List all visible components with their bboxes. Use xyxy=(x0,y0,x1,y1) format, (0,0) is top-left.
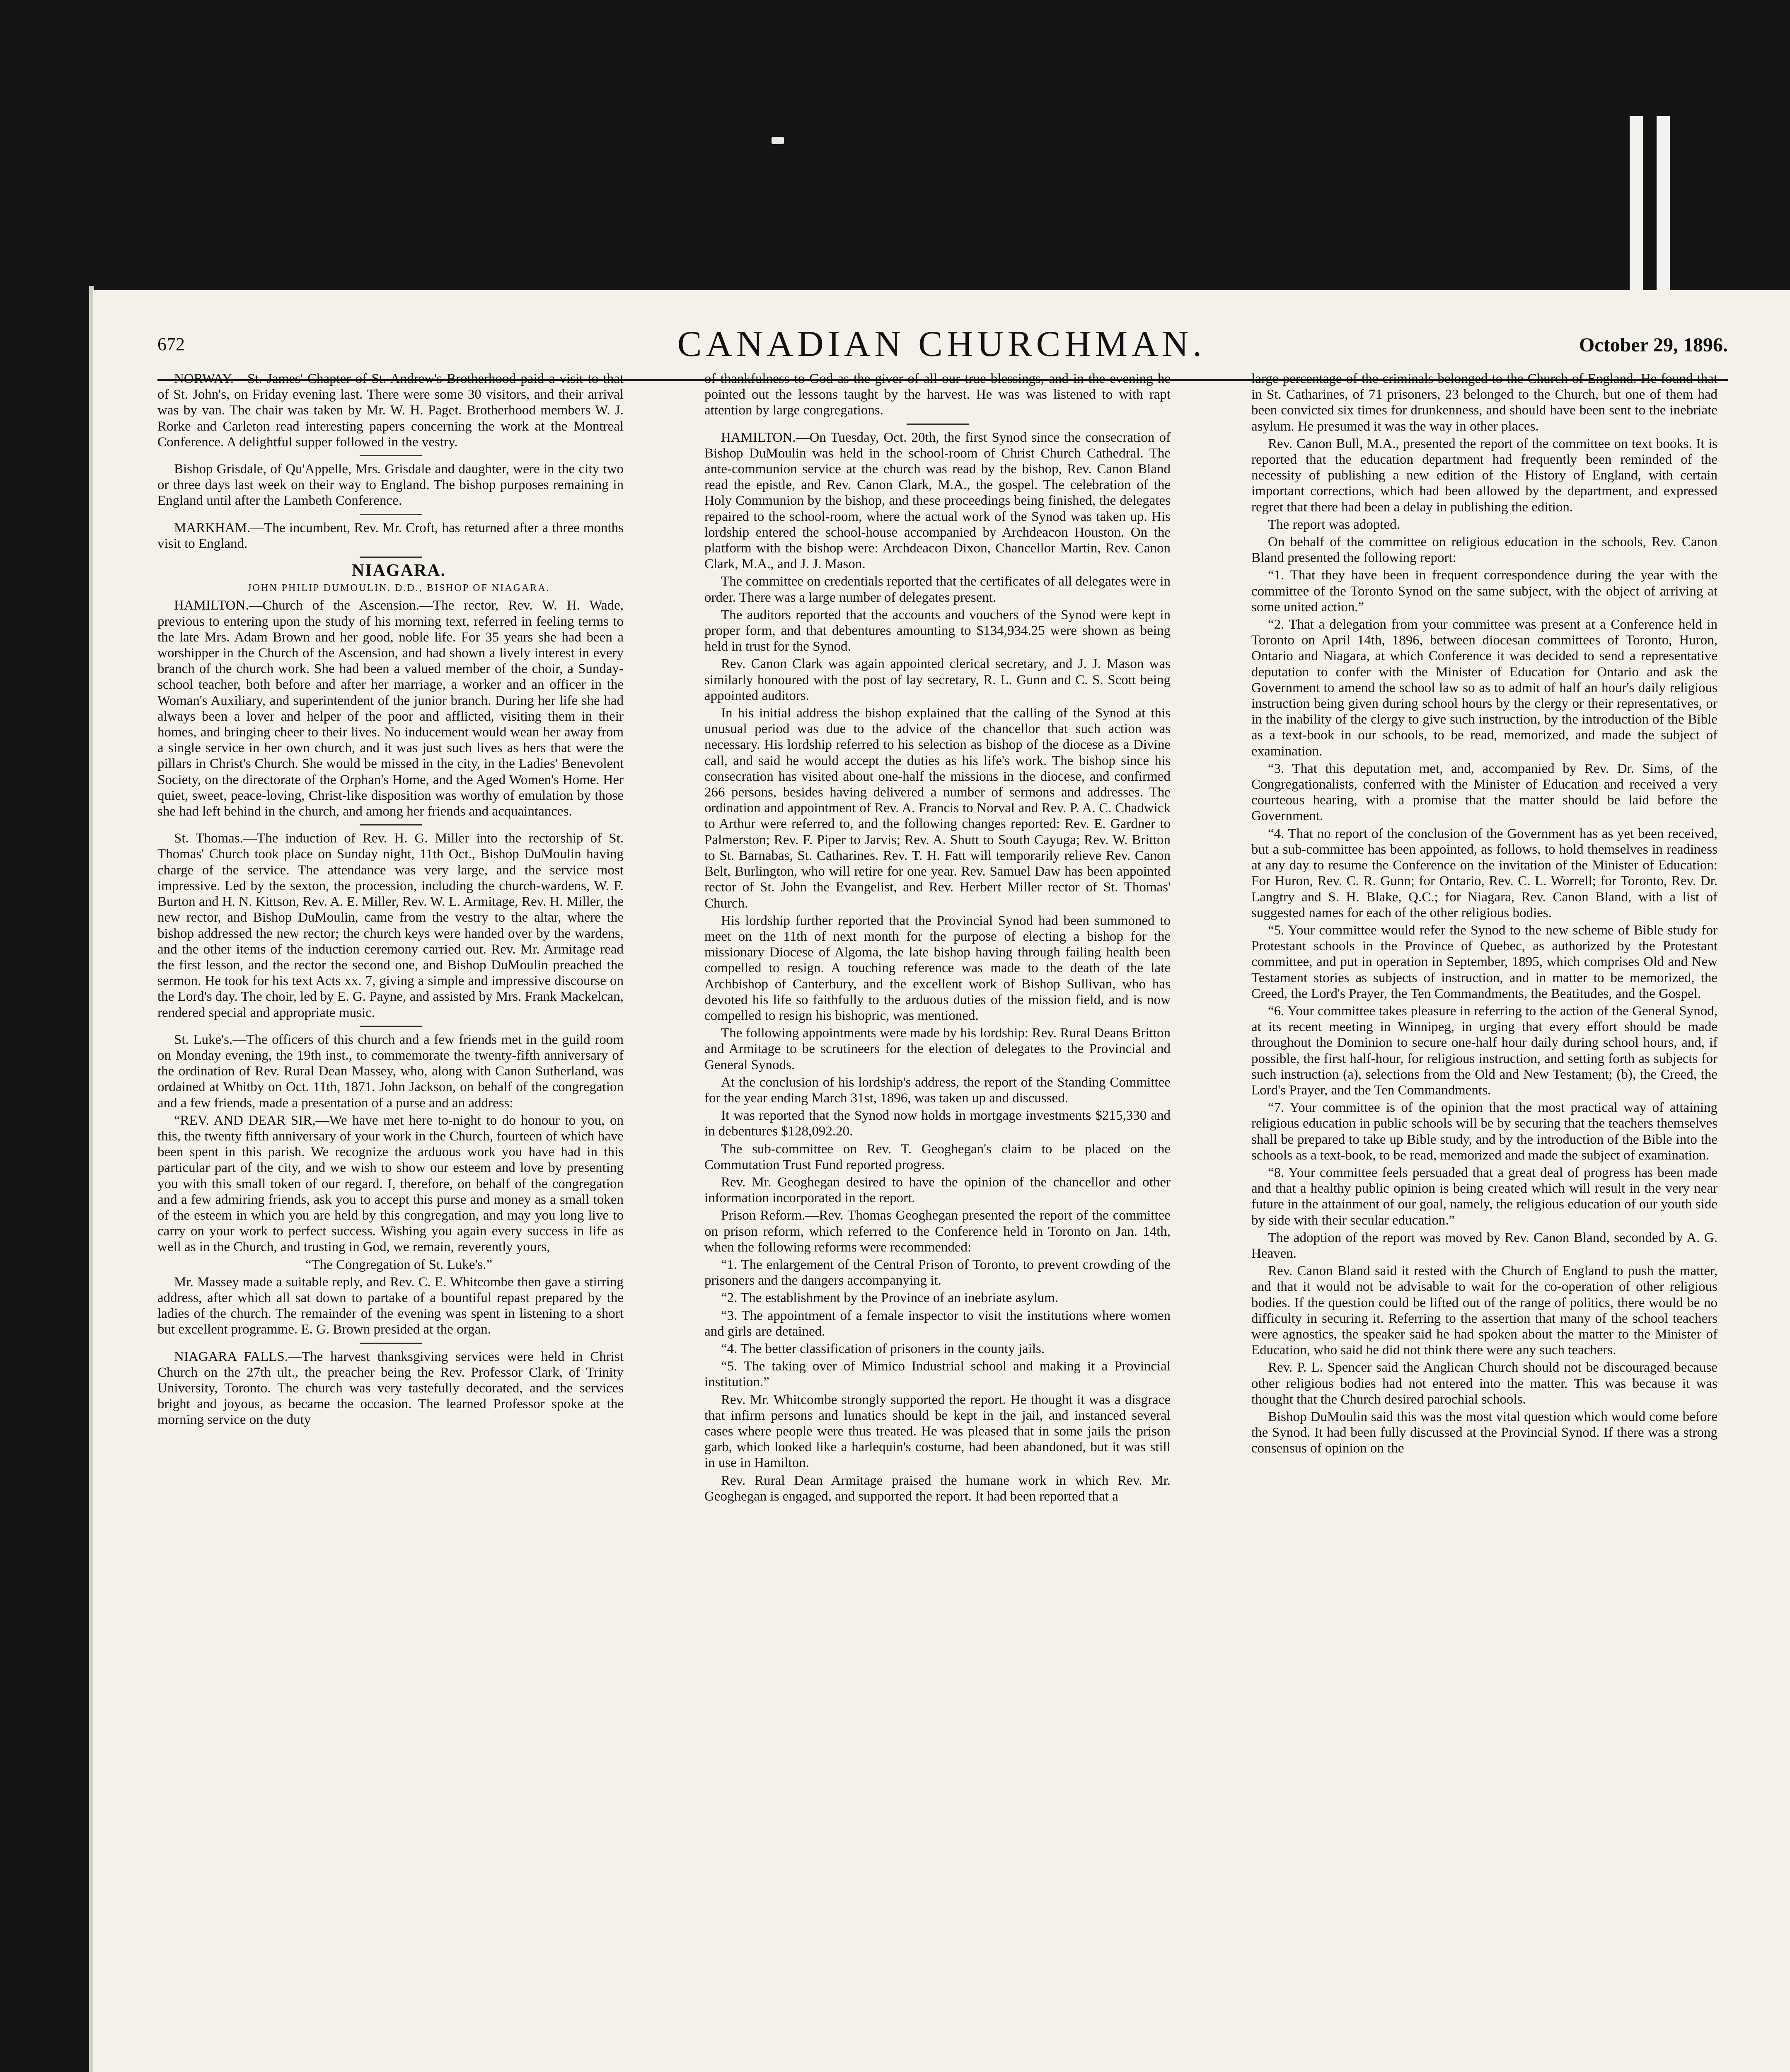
article-st-lukes: St. Luke's.—The officers of this church and a few friends met in the guild room on Monday evening, the 19th inst., to commemorate the twenty-fifth anniversary of the ordination of Rev. Rural Dean Massey, who, along with Canon Sutherland, was ordained at Whitby on Oct. 11th, 1871. John Jackson, on behalf of the congregation and a few friends, made a presentation of a purse and an address: xyxy=(157,1032,624,1111)
paragraph: of thankfulness to God as the giver of all our true blessings, and in the evening he pointed out the lessons taught by the harvest. He was was listened to with rapt attention by large congregations. xyxy=(704,371,1171,418)
paragraph-prison-reform: Prison Reform.—Rev. Thomas Geoghegan presented the report of the committee on prison reform, which referred to the Conference held in Toronto on Jan. 14th, when the following reforms were recommended: xyxy=(704,1208,1171,1255)
article-norway: NORWAY.—St. James' Chapter of St. Andrew's Brotherhood paid a visit to that of St. John's, on Friday evening last. There were some 30 visitors, and their arrival was by van. The chair was taken by Mr. W. H. Paget. Brotherhood members W. J. Rorke and Carleton read interesting papers concerning the work at the Montreal Conference. A delightful supper followed in the vestry. xyxy=(157,371,624,450)
paragraph: Rev. Canon Clark was again appointed clerical secretary, and J. J. Mason was similarly honoured with the post of lay secretary, R. L. Gunn and C. S. Scott being appointed auditors. xyxy=(704,656,1171,703)
report-item: “4. That no report of the conclusion of the Government has as yet been received, but a sub-committee has been appointed, as follows, to hold themselves in readiness at any day to resume the Conference on the invitation of the Minister of Education: For Huron, Rev. C. R. Gunn; for Ontario, Rev. C. L. Worrell; for Toronto, Rev. Dr. Langtry and S. H. Blake, Q.C.; for Niagara, Rev. Canon Bland, with a list of suggested names for each of the other religious bodies. xyxy=(1251,826,1717,920)
report-item: “3. That this deputation met, and, accompanied by Rev. Dr. Sims, of the Congregationalists, conferred with the Minister of Education and received a very courteous hearing, with a promise that the matter should be laid before the Government. xyxy=(1251,761,1717,824)
reform-item: “3. The appointment of a female inspector to visit the institutions where women and girls are detained. xyxy=(704,1308,1171,1339)
paragraph: Rev. Mr. Whitcombe strongly supported the report. He thought it was a disgrace that infirm persons and lunatics should be kept in the jail, and instanced several cases where people were thus treated. He was pleased that in some jails the prison garb, which looked like a harlequin's costume, had been abandoned, but it was still in use in Hamilton. xyxy=(704,1392,1171,1471)
reform-item: “5. The taking over of Mimico Industrial school and making it a Provincial institution.” xyxy=(704,1359,1171,1390)
paragraph: The committee on credentials reported that the certificates of all delegates were in order. There was a large number of delegates present. xyxy=(704,574,1171,605)
report-item: “5. Your committee would refer the Synod to the new scheme of Bible study for Protestant schools in the Province of Quebec, as authorized by the Protestant committee, and put in operation in September, 1895, which comprises Old and New Testament stories as subjects of instruction, and in matter to be memorized, the Creed, the Lord's Prayer, the Ten Commandments, the Beatitudes, and the Gospel. xyxy=(1251,922,1717,1001)
paragraph: Rev. P. L. Spencer said the Anglican Church should not be discouraged because other religious bodies had not entered into the matter. This was because it was thought that the Church desired parochial schools. xyxy=(1251,1360,1717,1407)
separator xyxy=(360,514,422,515)
column-3 xyxy=(1251,371,1717,2072)
reform-item: “4. The better classification of prisoners in the county jails. xyxy=(721,1341,1045,1356)
paragraph: Rev. Canon Bull, M.A., presented the report of the committee on text books. It is reported that the education department had frequently been reminded of the necessity of publishing a new edition of the History of England, with certain important corrections, which had been allowed by the department, and expressed regret that there had been a delay in publishing the edition. xyxy=(1251,436,1717,515)
paragraph: The adoption of the report was moved by Rev. Canon Bland, seconded by A. G. Heaven. xyxy=(1251,1230,1717,1261)
separator xyxy=(360,455,422,456)
paragraph: The following appointments were made by his lordship: Rev. Rural Deans Britton and Armitage to be scrutineers for the election of delegates to the Provincial and General Synods. xyxy=(704,1026,1171,1072)
paragraph: The sub-committee on Rev. T. Geoghegan's claim to be placed on the Commutation Trust Fund reported progress. xyxy=(704,1141,1171,1172)
article-hamilton-ascension: HAMILTON.—Church of the Ascension.—The rector, Rev. W. H. Wade, previous to entering upon the study of his morning text, referred in feeling terms to the late Mrs. Adam Brown and her good, noble life. For 35 years she had been a worshipper in the Church of the Ascension, and had shown a lively interest in every branch of the church work. She had been a valued member of the choir, a Sunday-school teacher, both before and after her marriage, a worker and an officer in the Woman's Auxiliary, and superintendent of the junior branch. During her life she had always been a lover and helper of the poor and afflicted, visiting them in their homes, and bringing cheer to their lives. No inducement would wean her away from a single service in her own church, and it was just such lives as hers that were the pillars in Christ's Church. She would be missed in the city, in the Ladies' Benevolent Society, on the directorate of the Orphan's Home, and the Aged Women's Home. Her quiet, sweet, peace-loving, Christ-like disposition was worthy of emulation by those she had left behind in the church, and among her friends and acquaintances. xyxy=(157,598,624,819)
article-markham: MARKHAM.—The incumbent, Rev. Mr. Croft, has returned after a three months visit to England. xyxy=(157,520,624,551)
page-header xyxy=(93,323,1790,373)
separator xyxy=(360,1026,422,1027)
paragraph: Rev. Canon Bland said it rested with the Church of England to push the matter, and that it would not be advisable to wait for the co-operation of other religious bodies. If the question could be lifted out of the range of politics, there would be no difficulty in securing it. Referring to the assertion that many of the school teachers were agnostics, the speaker said he had spoken about the matter to the Minister of Education, who said he did not think there were any such teachers. xyxy=(1251,1264,1717,1358)
paragraph: Rev. Mr. Geoghegan desired to have the opinion of the chancellor and other information incorporated in the report. xyxy=(704,1174,1171,1206)
separator xyxy=(360,824,422,825)
report-item: “6. Your committee takes pleasure in referring to the action of the General Synod, at its recent meeting in Winnipeg, in urging that every effort should be made throughout the Dominion to secure one-half hour daily during school hours, and, if possible, the first half-hour, for religious instruction, and setting forth as subjects for such instruction (a), selections from the Old and New Testament; (b), the Creed, the Lord's Prayer, and the Ten Commandments. xyxy=(1251,1003,1717,1098)
section-subtitle-bishop: JOHN PHILIP DUMOULIN, D.D., BISHOP OF NIAGARA. xyxy=(247,583,550,594)
article-grisdale: Bishop Grisdale, of Qu'Appelle, Mrs. Grisdale and daughter, were in the city two or three days last week on their way to England. The bishop purposes remaining in England until after the Lambeth Conference. xyxy=(157,462,624,508)
paragraph: At the conclusion of his lordship's address, the report of the Standing Committee for the year ending March 31st, 1896, was taken up and discussed. xyxy=(704,1075,1171,1106)
reform-item: “2. The establishment by the Province of an inebriate asylum. xyxy=(721,1290,1059,1306)
masthead: CANADIAN CHURCHMAN. xyxy=(677,324,1206,364)
issue-date: October 29, 1896. xyxy=(1579,334,1728,356)
paragraph: large percentage of the criminals belonged to the Church of England. He found that in St. Catharines, of 71 prisoners, 23 belonged to the Church, but one of them had been convicted six times for drunkenness, and should have been sent to the inebriate asylum. He presumed it was the way in other places. xyxy=(1251,371,1717,434)
separator xyxy=(907,424,969,425)
report-item: “1. That they have been in frequent correspondence during the year with the committee of the Toronto Synod on the same subject, with the object of arriving at some united action.” xyxy=(1251,568,1717,615)
newspaper-page xyxy=(93,290,1790,2072)
address-text: “REV. AND DEAR SIR,—We have met here to-night to do honour to you, on this, the twenty fifth anniversary of your work in the Church, fourteen of which have been spent in this parish. We recognize the arduous work you have had in this particular part of the city, and we wish to show our esteem and love by presenting you with this small token of our regard. I, therefore, on behalf of the congregation and a few admiring friends, ask you to accept this purse and money as a small token of the esteem in which you are held by this congregation, and may you long live to carry on your work to perfect success. Wishing you again every success in life as well as in the Church, and trusting in God, we remain, reverently yours, xyxy=(157,1113,624,1255)
column-2 xyxy=(704,371,1171,2072)
reform-item: “1. The enlargement of the Central Prison of Toronto, to prevent crowding of the prisoners and the dangers accompanying it. xyxy=(704,1257,1171,1288)
report-item: “2. That a delegation from your committee was present at a Conference held in Toronto on April 14th, 1896, between diocesan committees of Toronto, Huron, Ontario and Niagara, at which Conference it was decided to send a representative deputation to confer with the Minister of Education for Ontario and ask the Government to amend the school law so as to admit of half an hour's daily religious instruction being given during school hours by the clergy or their representatives, or in the inability of the clergy to give such instruction, by the introduction of the Bible as a text-book in our schools, to be read, memorized, and made the subject of examination. xyxy=(1251,617,1717,759)
column-1 xyxy=(157,371,624,2072)
paragraph: Bishop DuMoulin said this was the most vital question which would come before the Synod. It had been fully discussed at the Provincial Synod. If there was a strong consensus of opinion on the xyxy=(1251,1409,1717,1456)
address-signature: “The Congregation of St. Luke's.” xyxy=(305,1257,493,1272)
paragraph: In his initial address the bishop explained that the calling of the Synod at this unusual period was due to the advice of the chancellor that such action was necessary. His lordship referred to his selection as bishop of the diocese as a Divine call, and said he would accept the duties as his life's work. The bishop since his consecration has visited about one-half the missions in the diocese, and confirmed 266 persons, besides having delivered a number of sermons and addresses. The ordination and appointment of Rev. A. Francis to Norval and Rev. P. A. C. Chadwick to Arthur were referred to, and the following changes reported: Rev. E. Gardner to Palmerston; Rev. F. Piper to Jarvis; Rev. A. Shutt to South Cayuga; Rev. W. Britton to St. Barnabas, St. Catharines. Rev. T. H. Fatt will temporarily relieve Rev. Canon Belt, Burlington, who will retire for one year. Rev. Samuel Daw has been appointed rector of St. John the Evangelist, and Rev. Herbert Miller rector of St. Thomas' Church. xyxy=(704,706,1171,911)
article-st-thomas: St. Thomas.—The induction of Rev. H. G. Miller into the rectorship of St. Thomas' Church took place on Sunday night, 11th Oct., Bishop DuMoulin having charge of the service. The attendance was very large, and the service most impressive. Led by the sexton, the procession, including the church-wardens, W. F. Burton and H. N. Kittson, Rev. A. E. Miller, Rev. W. L. Armitage, Rev. H. Miller, the new rector, and Bishop DuMoulin, came from the vestry to the altar, where the bishop addressed the new rector; the church keys were handed over by the wardens, and the other items of the induction ceremony carried out. Rev. Mr. Armitage read the first lesson, and the rector the second one, and Bishop DuMoulin preached the sermon. He took for his text Acts xx. 7, giving a simple and impressive discourse on the Lord's day. The choir, led by E. G. Payne, and assisted by Mrs. Frank Mackelcan, rendered special and appropriate music. xyxy=(157,831,624,1020)
scan-artifact xyxy=(772,137,784,144)
report-item: “7. Your committee is of the opinion that the most practical way of attaining religious education in public schools will be by securing that the teachers themselves shall be prepared to take up Bible study, and by the introduction of the Bible into the schools as a text-book, to be read, memorized and made the subject of examination. xyxy=(1251,1100,1717,1163)
section-title-niagara: NIAGARA. xyxy=(351,561,446,581)
article-niagara-falls: NIAGARA FALLS.—The harvest thanksgiving services were held in Christ Church on the 27th ult., the preacher being the Rev. Professor Clark, of Trinity University, Toronto. The church was very tastefully decorated, and the services bright and joyous, as became the occasion. The learned Professor spoke at the morning service on the duty xyxy=(157,1349,624,1428)
paragraph: It was reported that the Synod now holds in mortgage investments $215,330 and in debentures $128,092.20. xyxy=(704,1108,1171,1139)
paragraph: The auditors reported that the accounts and vouchers of the Synod were kept in proper form, and that debentures amounting to $134,934.25 were shown as being held in trust for the Synod. xyxy=(704,607,1171,654)
separator xyxy=(360,1343,422,1344)
report-item: “8. Your committee feels persuaded that a great deal of progress has been made and that a healthy public opinion is being created which will result in the very near future in the attainment of our goal, namely, the religious education of our youth side by side with their secular education.” xyxy=(1251,1165,1717,1228)
paragraph: Rev. Rural Dean Armitage praised the humane work in which Rev. Mr. Geoghegan is engaged, and supported the report. It had been reported that a xyxy=(704,1473,1171,1504)
page-number: 672 xyxy=(157,334,185,354)
article-hamilton-synod: HAMILTON.—On Tuesday, Oct. 20th, the first Synod since the consecration of Bishop DuMoulin was held in the school-room of Christ Church Cathedral. The ante-communion service at the church was read by the bishop, Rev. Canon Bland read the epistle, and Rev. Canon Clark, M.A., the gospel. The celebration of the Holy Communion by the bishop, and these proceedings being finished, the delegates repaired to the school-room, where the actual work of the Synod was taken up. His lordship entered the school-house accompanied by Archdeacon Houston. On the platform with the bishop were: Archdeacon Dixon, Chancellor Martin, Rev. Canon Clark, M.A., and J. J. Mason. xyxy=(704,430,1171,572)
separator xyxy=(360,557,422,558)
paragraph: His lordship further reported that the Provincial Synod had been summoned to meet on the 11th of next month for the purpose of electing a bishop for the missionary Diocese of Algoma, the late bishop having through failing health been compelled to resign. A touching reference was made to the death of the late Archbishop of Canterbury, and the excellent work of Bishop Sullivan, who has devoted his life so faithfully to the arduous duties of the mission field, and is now compelled to resign his bishopric, was mentioned. xyxy=(704,913,1171,1023)
paragraph: On behalf of the committee on religious education in the schools, Rev. Canon Bland presented the following report: xyxy=(1251,535,1717,566)
paragraph: The report was adopted. xyxy=(1268,517,1400,532)
article-st-lukes-reply: Mr. Massey made a suitable reply, and Rev. C. E. Whitcombe then gave a stirring address, after which all sat down to partake of a bountiful repast prepared by the ladies of the church. The remainder of the evening was spent in listening to a short but excellent programme. E. G. Brown presided at the organ. xyxy=(157,1274,624,1337)
